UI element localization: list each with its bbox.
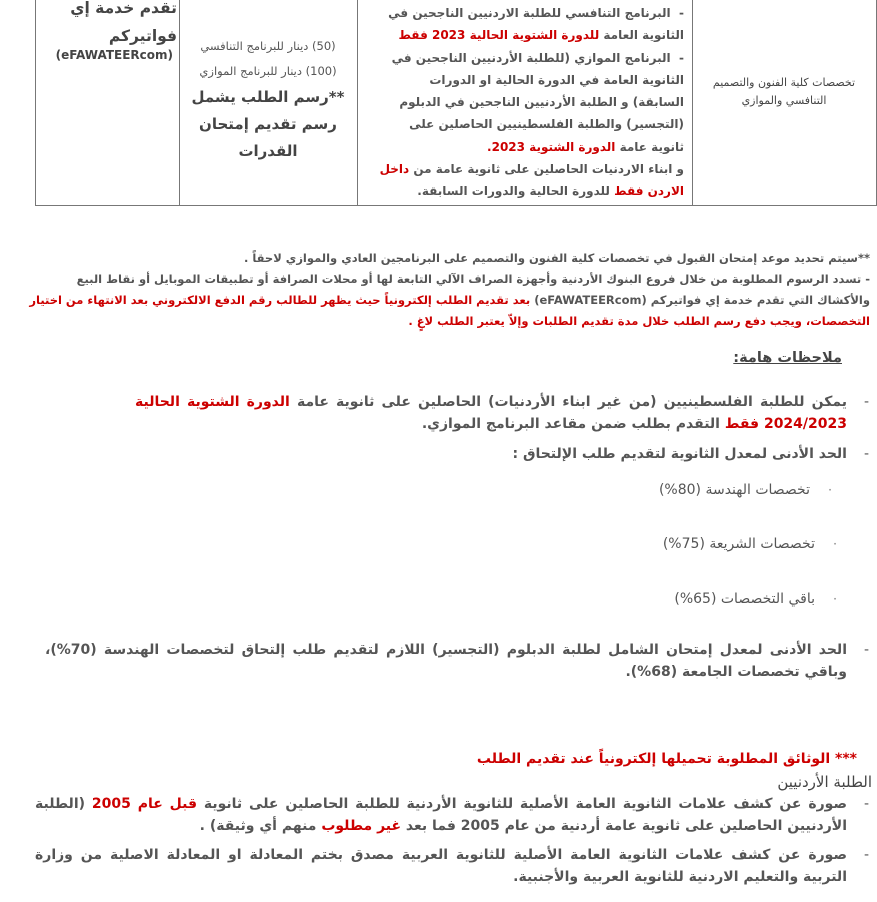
document-1: - صورة عن كشف علامات الثانوية العامة الأصلية للثانوية الأردنية للطلبة الحاصلين على ثانوية قبل عام 2005 (الطلبة الأردنيين الحاصلين على ثانوية عامة أردنية من عام 2005 فما بعد غير مطلوب منهم أي وثيقة) . (35, 793, 847, 837)
note-exam-date: **سيتم تحديد موعد إمتحان القبول في تخصصات كلية الفنون والتصميم على البرنامجين العادي والموازي لاحقاً . (243, 251, 870, 265)
min-average-title: - الحد الأدنى لمعدل الثانوية لتقديم طلب الإلتحاق : (512, 443, 847, 465)
document-2: - صورة عن كشف علامات الثانوية العامة الأصلية للثانوية العربية مصدق بختم المعادلة او المعادلة الاصلية من وزارة التربية والتعليم الاردنية للثانوية العربية والأجنبية. (35, 844, 847, 888)
diploma-note: - الحد الأدنى لمعدل إمتحان الشامل لطلبة الدبلوم (التجسير) اللازم لتقديم طلب إلتحاق لتخصصات الهندسة (70%)، وباقي تخصصات الجامعة (68%). (45, 639, 847, 683)
fee-cell (179, 0, 357, 205)
bullet-dash: - (863, 394, 869, 410)
fee-list (185, 34, 351, 84)
parallel-program-line: - البرنامج الموازي (للطلبة الأردنيين الناجحين في الثانوية العامة في الدورة الحالية او الدورات السابقة) و الطلبة الأردنيين الناجحين في الدبلوم (التجسير) والطلبة الفلسطينيين الحاصلين على ثانوية عامة الدورة الشتوية 2023. (391, 50, 684, 154)
jordanian-mothers-line: و ابناء الاردنيات الحاصلين على ثانوية عامة من داخل الاردن فقط للدورة الحالية والدورات السابقة. (379, 162, 684, 199)
bullet-dash: - (863, 446, 869, 462)
bullet-dash: - (863, 847, 869, 863)
fee-note: **رسم الطلب يشمل رسم تقديم إمتحان القدرات (191, 88, 345, 160)
bullet-dot: · (833, 592, 837, 606)
specialty-cell (692, 0, 876, 205)
payment-text: تقدم خدمة إي فواتيركم (70, 0, 177, 45)
target-students-cell (357, 0, 692, 205)
required-documents-title: *** الوثائق المطلوبة تحميلها إلكترونياً عند تقديم الطلب (476, 751, 857, 767)
bullet-dash: - (863, 796, 869, 812)
fee-parallel: (100) دينار للبرنامج الموازي (199, 64, 337, 78)
competitive-program-line: - البرنامج التنافسي للطلبة الاردنيين الناجحين في الثانوية العامة للدورة الشتوية الحالية 2023 فقط (388, 6, 684, 43)
min-other: · باقي التخصصات (65%) (674, 588, 815, 610)
payment-code: (eFAWATEERcom) (55, 48, 173, 62)
target-students-text (374, 2, 684, 203)
notes-block (25, 248, 870, 332)
jordanian-students-title: الطلبة الأردنيين (777, 773, 872, 791)
bullet-dot: · (833, 537, 837, 551)
note-payment: - تسدد الرسوم المطلوبة من خلال فروع البنوك الأردنية وأجهزة الصراف الآلي التابعة لها أو محلات الصرافة أو تطبيقات الموبايل أو نقاط البيع والأكشاك التي تقدم خدمة إي فواتيركم (eFAWATEERcom) بعد تقديم الطلب إلكترونياً حيث يظهر للطالب رقم الدفع الالكتروني بعد الانتهاء من اختيار التخصصات، ويجب دفع رسم الطلب خلال مدة تقديم الطلبات وإلاّ يعتبر الطلب لاغٍ . (29, 272, 870, 328)
specialty-text: تخصصات كلية الفنون والتصميم التنافسي والموازي (712, 76, 856, 107)
important-notes-title: ملاحظات هامة: (733, 350, 842, 366)
palestinian-note: - يمكن للطلبة الفلسطينيين (من غير ابناء الأردنيات) الحاصلين على ثانوية عامة الدورة الشتوية الحالية 2024/2023 فقط التقدم بطلب ضمن مقاعد البرنامج الموازي. (135, 391, 847, 435)
admission-table (35, 0, 877, 206)
min-sharia: · تخصصات الشريعة (75%) (663, 533, 815, 555)
payment-cell (34, 0, 179, 205)
min-engineering: · تخصصات الهندسة (80%) (659, 479, 810, 501)
bullet-dot: · (828, 483, 832, 497)
bullet-dash: - (863, 642, 869, 658)
fee-competitive: (50) دينار للبرنامج التنافسي (200, 39, 336, 53)
